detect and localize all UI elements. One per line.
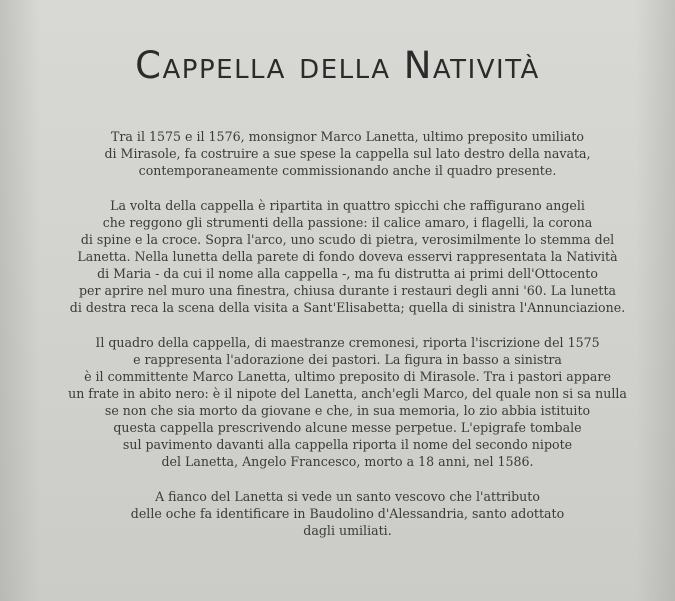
text-line: Il quadro della cappella, di maestranze cremonesi, riporta l'iscrizione del 1575 [95,335,600,350]
text-line: Tra il 1575 e il 1576, monsignor Marco Lanetta, ultimo preposito umiliato [110,129,584,144]
text-line: dagli umiliati. [303,523,392,538]
text-line: che reggono gli strumenti della passione: il calice amaro, i flagelli, la corona [102,215,593,230]
text-line: di destra reca la scena della visita a Sant'Elisabetta; quella di sinistra l'Annunciazione. [69,300,626,315]
paragraph-3 [40,334,655,470]
text-line: di Mirasole, fa costruire a sue spese la cappella sul lato destro della navata, [104,146,591,161]
text-line: di spine e la croce. Sopra l'arco, uno scudo di pietra, verosimilmente lo stemma del [80,232,615,247]
text-line: per aprire nel muro una finestra, chiusa durante i restauri degli anni '60. La lunetta [78,283,617,298]
text-line: questa cappella prescrivendo alcune messe perpetue. L'epigrafe tombale [113,420,582,435]
text-line: La volta della cappella è ripartita in quattro spicchi che raffigurano angeli [110,198,585,213]
text-line: sul pavimento davanti alla cappella riporta il nome del secondo nipote [122,437,573,452]
paragraph-4 [40,488,655,539]
paragraph-2 [40,197,655,316]
panel-shadow-left [0,0,40,601]
text-line: è il committente Marco Lanetta, ultimo preposito di Mirasole. Tra i pastori appare [84,369,611,384]
text-line: contemporaneamente commissionando anche il quadro presente. [138,163,557,178]
page-title: Cappella della Natività [135,44,540,87]
paragraph-1 [40,128,655,179]
text-line: e rappresenta l'adorazione dei pastori. La figura in basso a sinistra [133,352,562,367]
text-line: di Maria - da cui il nome alla cappella -, ma fu distrutta ai primi dell'Ottocento [97,266,598,281]
text-line: delle oche fa identificare in Baudolino d'Alessandria, santo adottato [130,506,565,521]
text-line: Lanetta. Nella lunetta della parete di fondo doveva esservi rappresentata la Natività [77,249,618,264]
text-line: del Lanetta, Angelo Francesco, morto a 18 anni, nel 1586. [161,454,534,469]
text-line: se non che sia morto da giovane e che, in sua memoria, lo zio abbia istituito [104,403,591,418]
text-line: un frate in abito nero: è il nipote del Lanetta, anch'egli Marco, del quale non si sa nulla [68,386,627,401]
text-line: A fianco del Lanetta si vede un santo vescovo che l'attributo [155,489,540,504]
text-body [40,128,655,557]
